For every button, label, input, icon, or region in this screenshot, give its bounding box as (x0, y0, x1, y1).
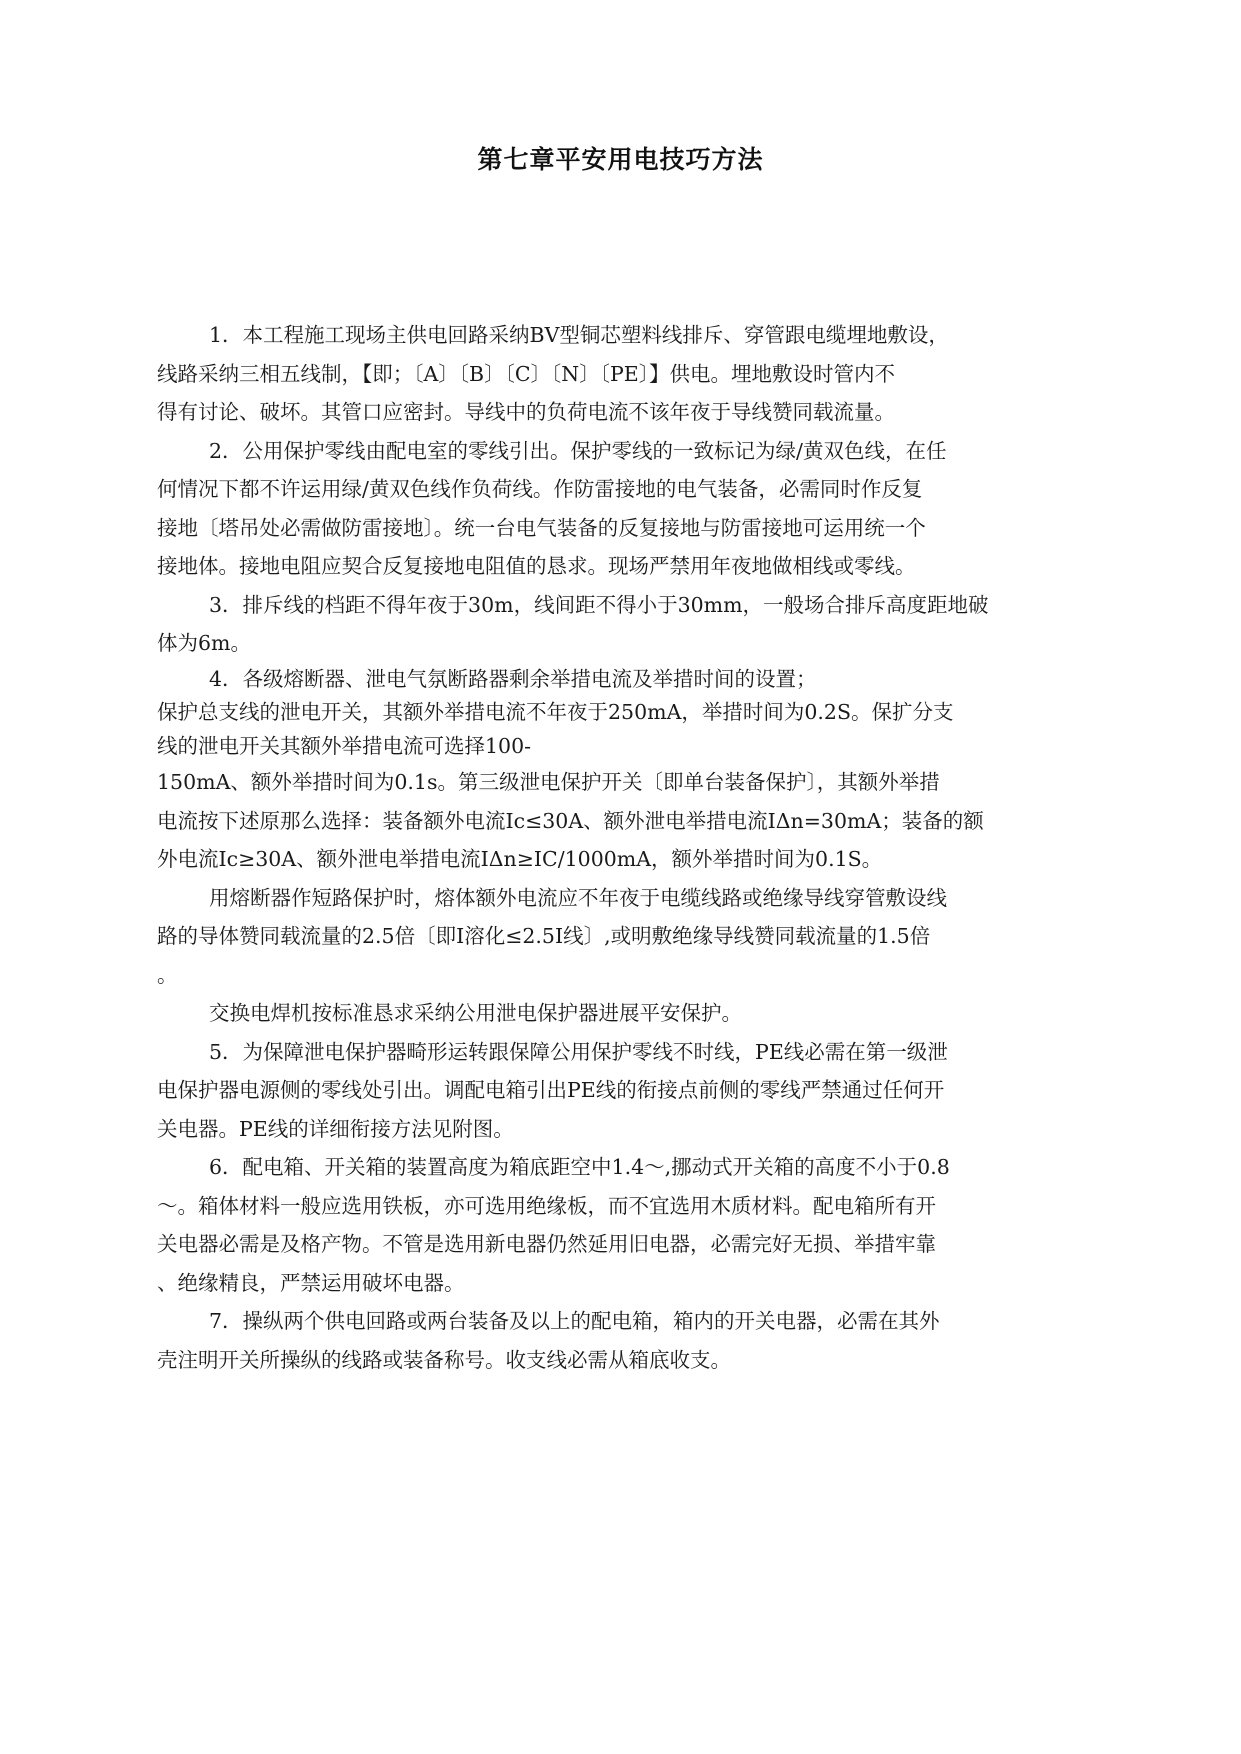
paragraph-2-line-3: 接地〔塔吊处必需做防雷接地〕。统一台电气装备的反复接地与防雷接地可运用统一个 (157, 515, 926, 540)
paragraph-5-line-1: 用熔断器作短路保护时，熔体额外电流应不年夜于电缆线路或绝缘导线穿管敷设线 (209, 885, 947, 910)
paragraph-4-line-5: 电流按下述原那么选择：装备额外电流Ic≤30A、额外泄电举措电流IΔn=30mA；装备的额 (157, 808, 984, 833)
paragraph-7-line-3: 关电器。PE线的详细衔接方法见附图。 (157, 1116, 514, 1141)
paragraph-8-line-1: 6．配电箱、开关箱的装置高度为箱底距空中1.4～,挪动式开关箱的高度不小于0.8 (209, 1155, 950, 1179)
paragraph-5-line-3: 。 (157, 962, 178, 987)
paragraph-4-line-2: 保护总支线的泄电开关，其额外举措电流不年夜于250mA，举措时间为0.2S。保扩分支 (157, 700, 954, 724)
paragraph-4-line-6: 外电流Ic≥30A、额外泄电举措电流IΔn≥IC/1000mA，额外举措时间为0.1S。 (157, 847, 883, 871)
paragraph-7-line-2: 电保护器电源侧的零线处引出。调配电箱引出PE线的衔接点前侧的零线严禁通过任何开 (157, 1078, 945, 1102)
paragraph-1-line-1: 1．本工程施工现场主供电回路采纳BV型铜芯塑料线排斥、穿管跟电缆埋地敷设， (209, 323, 949, 347)
paragraph-8-line-3: 关电器必需是及格产物。不管是选用新电器仍然延用旧电器，必需完好无损、举措牢靠 (157, 1232, 936, 1256)
paragraph-1-line-2: 线路采纳三相五线制，【即；〔A〕〔B〕〔C〕〔N〕〔PE〕】供电。埋地敷设时管内不 (157, 361, 895, 386)
paragraph-4-line-3: 线的泄电开关其额外举措电流可选择100- (157, 733, 532, 758)
paragraph-1-line-3: 得有讨论、破坏。其管口应密封。导线中的负荷电流不该年夜于导线赞同载流量。 (157, 400, 895, 424)
paragraph-9-line-2: 壳注明开关所操纵的线路或装备称号。收支线必需从箱底收支。 (157, 1347, 731, 1372)
page-title: 第七章平安用电技巧方法 (477, 145, 764, 174)
document-body (157, 316, 1097, 1379)
paragraph-5-line-2: 路的导体赞同载流量的2.5倍〔即I溶化≤2.5I线〕,或明敷绝缘导线赞同载流量的1.5倍 (157, 924, 931, 948)
paragraph-4-line-4: 150mA、额外举措时间为0.1s。第三级泄电保护开关〔即单台装备保护〕，其额外举措 (157, 770, 940, 794)
paragraph-2-line-1: 2．公用保护零线由配电室的零线引出。保护零线的一致标记为绿/黄双色线，在任 (209, 438, 947, 463)
paragraph-2-line-2: 何情况下都不许运用绿/黄双色线作负荷线。作防雷接地的电气装备，必需同时作反复 (157, 477, 923, 501)
paragraph-3-line-2: 体为6m。 (157, 631, 251, 655)
paragraph-6-line-1: 交换电焊机按标准恳求采纳公用泄电保护器进展平安保护。 (209, 1001, 742, 1025)
paragraph-3-line-1: 3．排斥线的档距不得年夜于30m，线间距不得小于30mm，一般场合排斥高度距地破 (209, 592, 989, 617)
paragraph-8-line-4: 、绝缘精良，严禁运用破坏电器。 (157, 1270, 465, 1295)
paragraph-7-line-1: 5．为保障泄电保护器畸形运转跟保障公用保护零线不时线，PE线必需在第一级泄 (209, 1039, 948, 1064)
paragraph-4-line-1: 4．各级熔断器、泄电气氛断路器剩余举措电流及举措时间的设置； (209, 666, 817, 691)
paragraph-8-line-2: ～。箱体材料一般应选用铁板，亦可选用绝缘板，而不宜选用木质材料。配电箱所有开 (157, 1193, 936, 1218)
paragraph-9-line-1: 7．操纵两个供电回路或两台装备及以上的配电箱，箱内的开关电器，必需在其外 (209, 1309, 940, 1333)
paragraph-2-line-4: 接地体。接地电阻应契合反复接地电阻值的恳求。现场严禁用年夜地做相线或零线。 (157, 554, 916, 578)
